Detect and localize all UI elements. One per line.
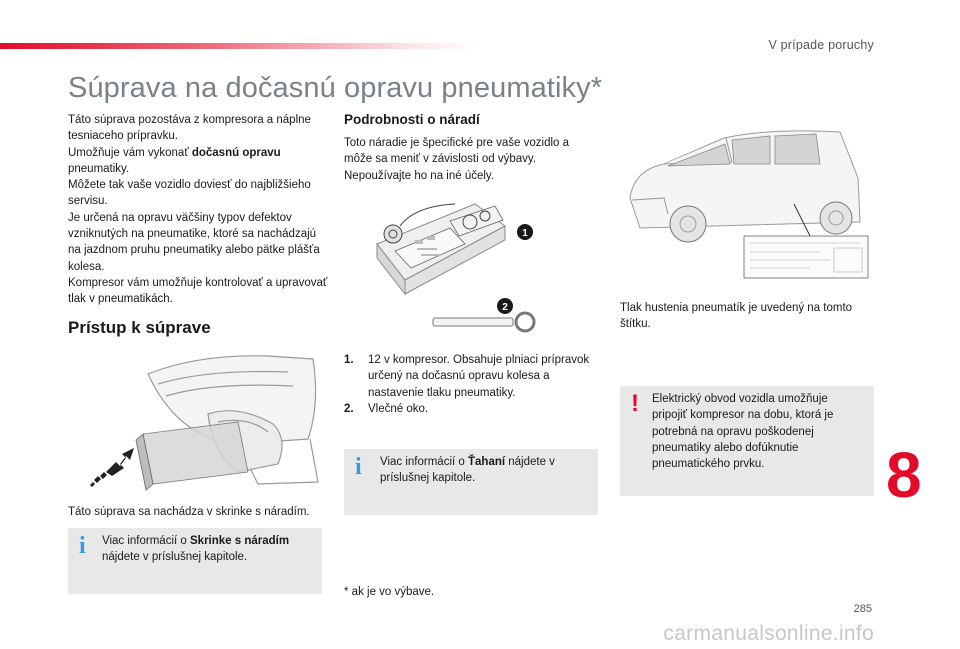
access-info-text: Viac informácií o Skrinke s náradím nájdete v príslušnej kapitole. <box>102 535 290 564</box>
access-caption: Táto súprava sa nachádza v skrinke s náradím. <box>68 506 310 518</box>
intro-paragraph: Kompresor vám umožňuje kontrolovať a upravovať tlak v pneumatikách. <box>68 276 328 306</box>
callout-2-label: 2 <box>502 302 508 313</box>
page-title: Súprava na dočasnú opravu pneumatiky* <box>68 72 603 104</box>
intro-paragraph: Je určená na opravu väčšiny typov defektov vzniknutých na pneumatike, ktoré sa nachádzajú na jazdnom pruhu pneumatiky alebo pätke plášťa kolesa. <box>68 211 320 273</box>
intro-text <box>68 112 328 308</box>
van-illustration <box>620 118 870 288</box>
callout-1-label: 1 <box>522 228 528 239</box>
info-icon: i <box>355 454 362 480</box>
intro-paragraph: Umožňuje vám vykonať dočasnú opravu pneumatiky. <box>68 146 281 175</box>
header-accent-bar <box>0 43 480 49</box>
info-icon: i <box>79 533 86 559</box>
towing-info-box <box>344 449 598 515</box>
intro-paragraph: Môžete tak vaše vozidlo doviesť do najbližšieho servisu. <box>68 179 311 208</box>
details-heading: Podrobnosti o náradí <box>344 112 480 127</box>
tool-list <box>344 352 594 417</box>
towing-info-text: Viac informácií o Ťahaní nájdete v príslušnej kapitole. <box>380 456 555 485</box>
access-info-box <box>68 528 322 594</box>
intro-paragraph: Táto súprava pozostáva z kompresora a náplne tesniaceho prípravku. <box>68 114 311 143</box>
warning-icon: ! <box>631 390 639 417</box>
warning-text: Elektrický obvod vozidla umožňuje pripojiť kompresor na dobu, ktorá je potrebná na opravu poškodenej pneumatiky alebo dofúknutie pneumatického prvku. <box>652 393 834 471</box>
page-number: 285 <box>853 603 872 615</box>
list-item: 2. Vlečné oko. <box>344 402 429 415</box>
section-name: V prípade poruchy <box>768 38 874 52</box>
repair-kit-illustration <box>355 196 545 346</box>
footnote: * ak je vo výbave. <box>344 586 435 598</box>
details-text: Toto náradie je špecifické pre vaše vozidlo a môže sa meniť v závislosti od výbavy. Nepoužívajte ho na iné účely. <box>344 137 570 182</box>
access-heading: Prístup k súprave <box>68 318 211 337</box>
watermark: carmanualsonline.info <box>663 622 874 645</box>
list-item: 1. 12 v kompresor. Obsahuje plniaci prípravok určený na dočasnú opravu kolesa a nastavenie tlaku pneumatiky. <box>344 354 590 399</box>
pressure-text: Tlak hustenia pneumatík je uvedený na tomto štítku. <box>620 302 853 331</box>
warning-box <box>620 386 874 496</box>
seat-storage-illustration <box>88 344 328 494</box>
chapter-number: 8 <box>886 439 922 511</box>
